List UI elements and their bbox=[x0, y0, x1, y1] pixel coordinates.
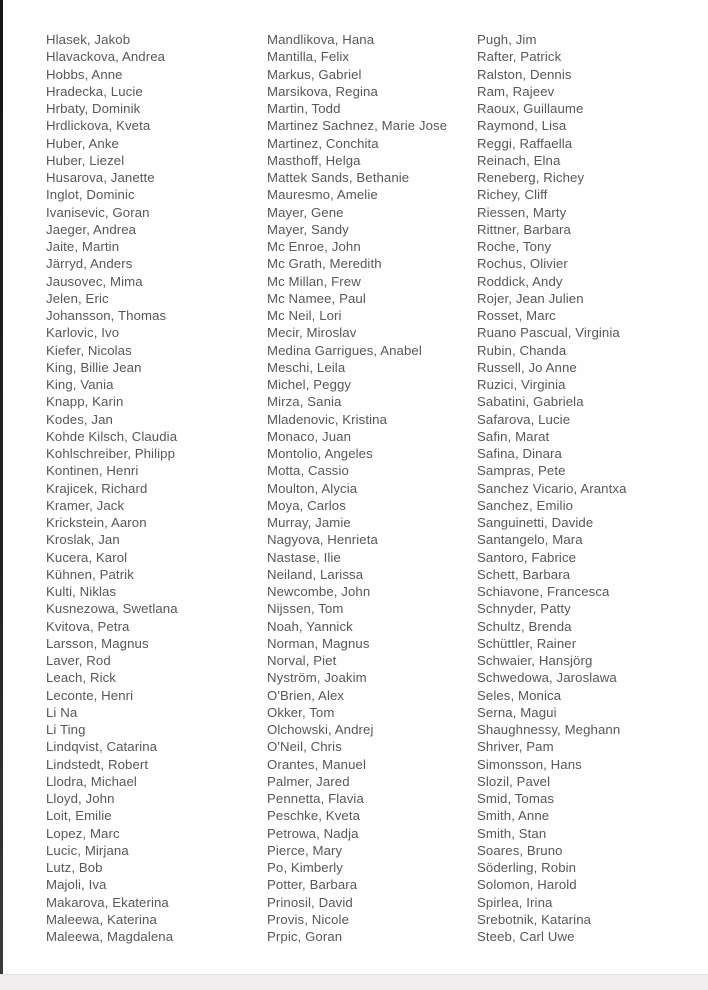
list-item: Schüttler, Rainer bbox=[477, 635, 577, 651]
list-item: Provis, Nicole bbox=[267, 911, 350, 927]
list-item: Jausovec, Mima bbox=[46, 273, 143, 289]
list-item: Serna, Magui bbox=[477, 704, 557, 720]
list-item: Husarova, Janette bbox=[46, 170, 155, 185]
list-item: Schett, Barbara bbox=[477, 566, 571, 582]
list-item: Söderling, Robin bbox=[477, 860, 577, 875]
list-item: Kühnen, Patrik bbox=[46, 566, 134, 582]
list-item: Kulti, Niklas bbox=[46, 584, 117, 599]
list-item: Laver, Rod bbox=[46, 653, 111, 668]
list-item: Li Ting bbox=[46, 722, 86, 737]
list-item: Mayer, Sandy bbox=[267, 221, 349, 237]
list-item: King, Billie Jean bbox=[46, 359, 142, 375]
list-item: Marsikova, Regina bbox=[267, 83, 378, 99]
list-item: Jelen, Eric bbox=[46, 290, 109, 306]
list-item: Mandlikova, Hana bbox=[267, 32, 375, 47]
list-item: Mc Enroe, John bbox=[267, 239, 361, 254]
list-item: Mladenovic, Kristina bbox=[267, 411, 388, 427]
list-item: Hlasek, Jakob bbox=[46, 32, 131, 47]
list-item: Seles, Monica bbox=[477, 687, 562, 703]
list-item: Leach, Rick bbox=[46, 670, 116, 686]
list-item: Raoux, Guillaume bbox=[477, 101, 584, 116]
list-item: Orantes, Manuel bbox=[267, 756, 366, 772]
list-item: Schwedowa, Jaroslawa bbox=[477, 670, 617, 686]
list-item: Soares, Bruno bbox=[477, 842, 563, 858]
list-item: Johansson, Thomas bbox=[46, 308, 167, 323]
list-item: Shaughnessy, Meghann bbox=[477, 722, 621, 737]
list-item: Mc Millan, Frew bbox=[267, 273, 361, 289]
list-item: Nastase, Ilie bbox=[267, 549, 341, 565]
list-item: Mc Neil, Lori bbox=[267, 308, 342, 323]
list-item: Mc Namee, Paul bbox=[267, 290, 366, 306]
list-item: Markus, Gabriel bbox=[267, 66, 362, 82]
list-item: Mayer, Gene bbox=[267, 204, 344, 220]
list-item: Ralston, Dennis bbox=[477, 66, 572, 82]
list-item: Rafter, Patrick bbox=[477, 49, 562, 65]
list-item: Prpic, Goran bbox=[267, 929, 343, 944]
list-item: Montolio, Angeles bbox=[267, 446, 373, 461]
list-item: Pugh, Jim bbox=[477, 32, 537, 47]
list-item: Masthoff, Helga bbox=[267, 152, 361, 168]
list-item: Safarova, Lucie bbox=[477, 411, 571, 427]
list-item: Rojer, Jean Julien bbox=[477, 290, 584, 306]
list-item: Santangelo, Mara bbox=[477, 532, 583, 548]
list-item: Roche, Tony bbox=[477, 239, 552, 254]
list-item: Maleewa, Magdalena bbox=[46, 929, 174, 944]
list-item: King, Vania bbox=[46, 377, 114, 392]
list-item: Medina Garrigues, Anabel bbox=[267, 342, 422, 358]
list-item: Steeb, Carl Uwe bbox=[477, 929, 575, 944]
list-item: Norman, Magnus bbox=[267, 635, 370, 651]
list-item: Palmer, Jared bbox=[267, 773, 350, 789]
list-item: Norval, Piet bbox=[267, 653, 337, 668]
list-item: Maleewa, Katerina bbox=[46, 911, 157, 927]
list-item: Kvitova, Petra bbox=[46, 618, 130, 634]
list-item: Petrowa, Nadja bbox=[267, 825, 359, 841]
list-item: Sanchez Vicario, Arantxa bbox=[477, 480, 627, 496]
list-item: Ivanisevic, Goran bbox=[46, 204, 150, 220]
list-item: Meschi, Leila bbox=[267, 359, 346, 375]
list-item: Sampras, Pete bbox=[477, 463, 566, 479]
list-item: Neiland, Larissa bbox=[267, 566, 364, 582]
list-item: Inglot, Dominic bbox=[46, 187, 135, 203]
list-item: Murray, Jamie bbox=[267, 515, 351, 530]
list-item: Motta, Cassio bbox=[267, 463, 349, 479]
list-item: Safin, Marat bbox=[477, 428, 550, 444]
list-item: Pierce, Mary bbox=[267, 842, 343, 858]
list-item: Michel, Peggy bbox=[267, 377, 352, 392]
list-item: Moulton, Alycia bbox=[267, 480, 358, 496]
list-item: Nyström, Joakim bbox=[267, 670, 367, 686]
list-item: Slozil, Pavel bbox=[477, 773, 551, 789]
list-item: Roddick, Andy bbox=[477, 273, 563, 289]
list-item: Rochus, Olivier bbox=[477, 256, 568, 272]
list-item: Martinez, Conchita bbox=[267, 135, 379, 151]
list-item: Reinach, Elna bbox=[477, 152, 561, 168]
list-item: Kucera, Karol bbox=[46, 549, 128, 565]
list-item: Srebotnik, Katarina bbox=[477, 911, 592, 927]
list-item: Hrbaty, Dominik bbox=[46, 101, 141, 116]
list-item: Pennetta, Flavia bbox=[267, 791, 364, 806]
list-item: Knapp, Karin bbox=[46, 394, 124, 410]
list-item: Schnyder, Patty bbox=[477, 601, 571, 617]
list-item: Lindstedt, Robert bbox=[46, 756, 149, 772]
list-item: Majoli, Iva bbox=[46, 877, 107, 893]
list-item: Huber, Liezel bbox=[46, 152, 125, 168]
list-item: Lindqvist, Catarina bbox=[46, 739, 158, 755]
list-item: Sabatini, Gabriela bbox=[477, 394, 584, 410]
list-item: Sanguinetti, Davide bbox=[477, 515, 594, 530]
list-item: Raymond, Lisa bbox=[477, 118, 567, 134]
list-item: Larsson, Magnus bbox=[46, 635, 149, 651]
list-item: Smid, Tomas bbox=[477, 791, 555, 806]
list-item: Potter, Barbara bbox=[267, 877, 358, 893]
list-item: Kiefer, Nicolas bbox=[46, 342, 132, 358]
list-item: Reggi, Raffaella bbox=[477, 135, 573, 151]
list-item: Krajicek, Richard bbox=[46, 480, 148, 496]
list-item: Ruzici, Virginia bbox=[477, 377, 566, 392]
list-item: Mc Grath, Meredith bbox=[267, 256, 382, 272]
list-item: Mauresmo, Amelie bbox=[267, 187, 378, 203]
list-item: Mattek Sands, Bethanie bbox=[267, 170, 410, 185]
list-item: Lopez, Marc bbox=[46, 825, 120, 841]
list-item: Noah, Yannick bbox=[267, 618, 353, 634]
list-item: Sanchez, Emilio bbox=[477, 497, 574, 513]
list-item: Prinosil, David bbox=[267, 894, 353, 910]
list-item: Hrdlickova, Kveta bbox=[46, 118, 151, 134]
list-item: Martinez Sachnez, Marie Jose bbox=[267, 118, 448, 134]
list-item: O'Neil, Chris bbox=[267, 739, 342, 755]
list-item: Okker, Tom bbox=[267, 704, 335, 720]
list-item: Huber, Anke bbox=[46, 135, 119, 151]
list-item: Rittner, Barbara bbox=[477, 221, 571, 237]
list-item: Simonsson, Hans bbox=[477, 756, 582, 772]
list-item: Kodes, Jan bbox=[46, 411, 113, 427]
list-item: Li Na bbox=[46, 704, 78, 720]
list-item: Karlovic, Ivo bbox=[46, 325, 120, 341]
list-item: Hlavackova, Andrea bbox=[46, 49, 166, 65]
list-item: Santoro, Fabrice bbox=[477, 549, 577, 565]
list-item: Smith, Stan bbox=[477, 825, 547, 841]
list-item: Shriver, Pam bbox=[477, 739, 554, 755]
name-column-3 bbox=[477, 31, 687, 945]
list-item: O'Brien, Alex bbox=[267, 687, 345, 703]
list-item: Llodra, Michael bbox=[46, 773, 137, 789]
list-item: Smith, Anne bbox=[477, 808, 550, 824]
list-item: Krickstein, Aaron bbox=[46, 515, 147, 530]
list-item: Newcombe, John bbox=[267, 584, 371, 599]
list-item: Hobbs, Anne bbox=[46, 66, 123, 82]
list-item: Moya, Carlos bbox=[267, 497, 346, 513]
list-item: Kroslak, Jan bbox=[46, 532, 120, 548]
list-item: Järryd, Anders bbox=[46, 256, 133, 272]
list-item: Spirlea, Irina bbox=[477, 894, 553, 910]
page-left-edge-shadow bbox=[0, 0, 3, 976]
list-item: Kusnezowa, Swetlana bbox=[46, 601, 178, 617]
list-item: Nagyova, Henrieta bbox=[267, 532, 378, 548]
name-column-2 bbox=[267, 31, 472, 945]
list-item: Lloyd, John bbox=[46, 791, 115, 806]
list-item: Mirza, Sania bbox=[267, 394, 342, 410]
list-item: Richey, Cliff bbox=[477, 187, 548, 203]
list-item: Jaeger, Andrea bbox=[46, 221, 137, 237]
list-item: Schultz, Brenda bbox=[477, 618, 572, 634]
list-item: Ram, Rajeev bbox=[477, 83, 555, 99]
list-item: Peschke, Kveta bbox=[267, 808, 361, 824]
list-item: Kohde Kilsch, Claudia bbox=[46, 428, 178, 444]
list-item: Jaite, Martin bbox=[46, 239, 120, 254]
list-item: Ruano Pascual, Virginia bbox=[477, 325, 620, 341]
list-item: Mecir, Miroslav bbox=[267, 325, 357, 341]
list-item: Rubin, Chanda bbox=[477, 342, 567, 358]
list-item: Makarova, Ekaterina bbox=[46, 894, 169, 910]
list-item: Loit, Emilie bbox=[46, 808, 112, 824]
list-item: Lutz, Bob bbox=[46, 860, 103, 875]
list-item: Mantilla, Felix bbox=[267, 49, 350, 65]
list-item: Hradecka, Lucie bbox=[46, 83, 143, 99]
list-item: Martin, Todd bbox=[267, 101, 341, 116]
list-item: Kontinen, Henri bbox=[46, 463, 139, 479]
list-item: Kramer, Jack bbox=[46, 497, 125, 513]
page-bottom-edge bbox=[0, 974, 708, 990]
list-item: Nijssen, Tom bbox=[267, 601, 344, 617]
list-item: Monaco, Juan bbox=[267, 428, 352, 444]
list-item: Reneberg, Richey bbox=[477, 170, 585, 185]
list-item: Rosset, Marc bbox=[477, 308, 556, 323]
list-item: Olchowski, Andrej bbox=[267, 722, 374, 737]
list-item: Leconte, Henri bbox=[46, 687, 134, 703]
list-item: Safina, Dinara bbox=[477, 446, 562, 461]
name-column-1 bbox=[46, 31, 261, 945]
list-item: Solomon, Harold bbox=[477, 877, 577, 893]
list-item: Russell, Jo Anne bbox=[477, 359, 577, 375]
list-item: Schwaier, Hansjörg bbox=[477, 653, 593, 668]
list-item: Riessen, Marty bbox=[477, 204, 567, 220]
list-item: Po, Kimberly bbox=[267, 860, 343, 875]
list-item: Kohlschreiber, Philipp bbox=[46, 446, 176, 461]
list-item: Lucic, Mirjana bbox=[46, 842, 129, 858]
list-item: Schiavone, Francesca bbox=[477, 584, 610, 599]
